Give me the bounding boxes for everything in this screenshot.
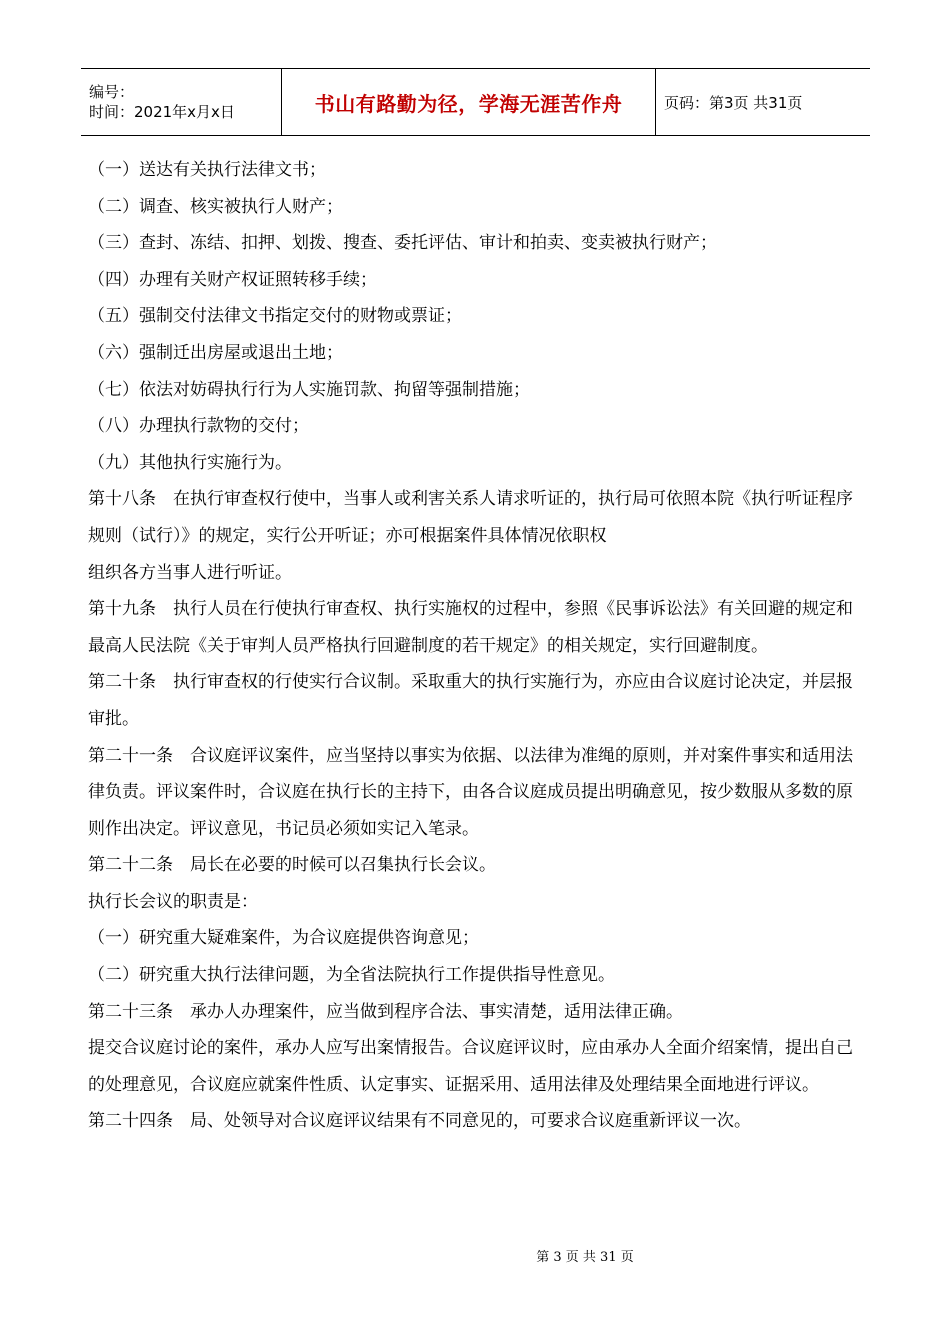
header-motto-cell [282, 69, 656, 135]
paragraph: （二）研究重大执行法律问题，为全省法院执行工作提供指导性意见。 [88, 965, 615, 986]
paragraph: （九）其他执行实施行为。 [88, 452, 292, 473]
paragraph: （七）依法对妨碍执行行为人实施罚款、拘留等强制措施； [88, 379, 530, 400]
paragraph: 第二十四条 局、处领导对合议庭评议结果有不同意见的，可要求合议庭重新评议一次。 [88, 1111, 751, 1132]
paragraph: 执行长会议的职责是： [88, 891, 258, 912]
paragraph: （六）强制迁出房屋或退出土地； [88, 342, 343, 363]
paragraph: 第二十二条 局长在必要的时候可以召集执行长会议。 [88, 855, 496, 876]
paragraph: 第二十一条 合议庭评议案件，应当坚持以事实为依据、以法律为准绳的原则，并对案件事实和适用法律负责。评议案件时，合议庭在执行长的主持下，由各合议庭成员提出明确意见，按少数服从多数的原则作出决定。评议意见，书记员必须如实记入笔录。 [88, 745, 853, 839]
paragraph: （四）办理有关财产权证照转移手续； [88, 269, 377, 290]
document-header [81, 68, 870, 136]
paragraph: 第十九条 执行人员在行使执行审查权、执行实施权的过程中，参照《民事诉讼法》有关回避的规定和最高人民法院《关于审判人员严格执行回避制度的若干规定》的相关规定，实行回避制度。 [88, 599, 853, 656]
paragraph: 组织各方当事人进行听证。 [88, 562, 292, 583]
document-body [88, 152, 868, 1140]
document-number: 编号： [89, 83, 135, 101]
paragraph: 第二十三条 承办人办理案件，应当做到程序合法、事实清楚，适用法律正确。 [88, 1001, 683, 1022]
paragraph: 提交合议庭讨论的案件，承办人应写出案情报告。合议庭评议时，应由承办人全面介绍案情，提出自己的处理意见，合议庭应就案件性质、认定事实、证据采用、适用法律及处理结果全面地进行评议。 [88, 1038, 853, 1095]
header-page-info: 页码：第3页 共31页 [664, 93, 803, 112]
header-motto: 书山有路勤为径，学海无涯苦作舟 [314, 91, 623, 116]
header-page-info-cell [656, 69, 870, 135]
footer-page-number: 第 3 页 共 31 页 [536, 1250, 634, 1265]
paragraph: （八）办理执行款物的交付； [88, 416, 309, 437]
paragraph: （五）强制交付法律文书指定交付的财物或票证； [88, 306, 462, 327]
document-date: 时间：2021年x月x日 [89, 103, 235, 121]
paragraph: （二）调查、核实被执行人财产； [88, 196, 343, 217]
paragraph: （三）查封、冻结、扣押、划拨、搜查、委托评估、审计和拍卖、变卖被执行财产； [88, 233, 717, 254]
page-footer [0, 1246, 950, 1265]
paragraph: （一）研究重大疑难案件，为合议庭提供咨询意见； [88, 928, 479, 949]
paragraph: 第十八条 在执行审查权行使中，当事人或利害关系人请求听证的，执行局可依照本院《执行听证程序规则（试行）》的规定，实行公开听证；亦可根据案件具体情况依职权 [88, 489, 853, 546]
paragraph: 第二十条 执行审查权的行使实行合议制。采取重大的执行实施行为，亦应由合议庭讨论决定，并层报审批。 [88, 672, 853, 729]
header-left-cell [81, 69, 282, 135]
paragraph: （一）送达有关执行法律文书； [88, 160, 326, 180]
